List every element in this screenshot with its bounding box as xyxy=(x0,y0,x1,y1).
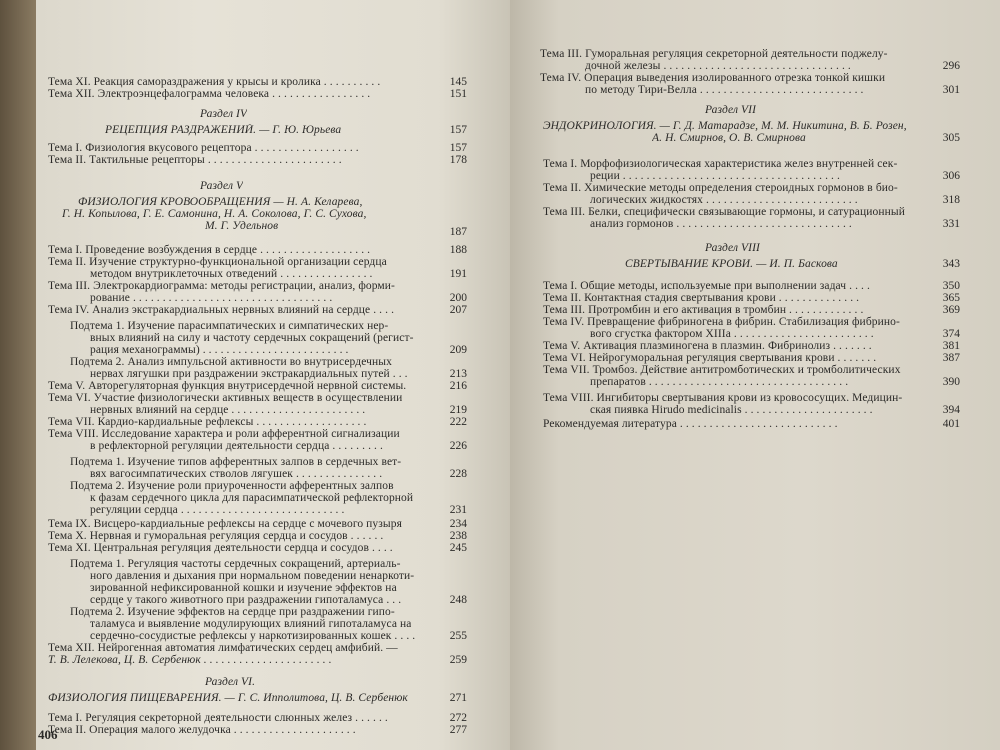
toc-entry-text: сердце у такого животного при раздражении гипоталамуса . . . xyxy=(90,594,402,606)
toc-page-number: 226 xyxy=(449,440,467,452)
section-title: РЕЦЕПЦИЯ РАЗДРАЖЕНИЙ. — Г. Ю. Юрьева xyxy=(105,124,342,136)
toc-entry-text: Тема IX. Висцеро-кардиальные рефлексы на сердце с мочевого пузыря xyxy=(48,518,402,530)
toc-entry-text: регуляции сердца . . . . . . . . . . . . . . . . . . . . . . . . . . . . xyxy=(90,504,345,516)
toc-entry-text: Тема V. Активация плазминогена в плазмин. Фибринолиз . . . . . . . xyxy=(543,340,872,352)
toc-entry-text: Тема V. Авторегуляторная функция внутрисердечной нервной системы. xyxy=(48,380,407,392)
toc-page-number: 248 xyxy=(449,594,467,606)
toc-entry-text: Тема IV. Превращение фибриногена в фибрин. Стабилизация фибрино- xyxy=(543,316,900,328)
toc-page-number: 305 xyxy=(942,132,960,144)
toc-entry-text: препаратов . . . . . . . . . . . . . . . . . . . . . . . . . . . . . . . . . . xyxy=(590,376,849,388)
toc-entry-text: в рефлекторной регуляции деятельности сердца . . . . . . . . . xyxy=(90,440,383,452)
toc-page-number: 296 xyxy=(942,60,960,72)
toc-page-number: 145 xyxy=(449,76,467,88)
toc-entry-text: сердечно-сосудистые рефлексы у наркотизированных кошек . . . . xyxy=(90,630,416,642)
toc-entry-text: Тема III. Протромбин и его активация в тромбин . . . . . . . . . . . . . xyxy=(543,304,864,316)
toc-page-number: 157 xyxy=(449,142,467,154)
toc-page-number: 200 xyxy=(449,292,467,304)
toc-entry-text: нервах лягушки при раздражении экстракардиальных путей . . . xyxy=(90,368,408,380)
toc-page-number: 157 xyxy=(449,124,467,136)
toc-entry-text: Тема II. Изучение структурно-функциональной организации сердца xyxy=(48,256,387,268)
section-title: СВЕРТЫВАНИЕ КРОВИ. — И. П. Баскова xyxy=(625,258,838,270)
toc-entry-text: по методу Тири-Велла . . . . . . . . . . . . . . . . . . . . . . . . . . . . xyxy=(585,84,864,96)
toc-entry-text: Тема XII. Нейрогенная автоматия лимфатических сердец амфибий. — xyxy=(48,642,398,654)
toc-page-number: 277 xyxy=(449,724,467,736)
toc-page-number: 216 xyxy=(449,380,467,392)
toc-entry-text: Тема X. Нервная и гуморальная регуляция сердца и сосудов . . . . . . xyxy=(48,530,384,542)
toc-page-number: 374 xyxy=(942,328,960,340)
toc-page-number: 365 xyxy=(942,292,960,304)
toc-entry-text: Тема II. Химические методы определения стероидных гормонов в био- xyxy=(543,182,898,194)
toc-entry-text: Рекомендуемая литература . . . . . . . . . . . . . . . . . . . . . . . . . . . xyxy=(543,418,838,430)
toc-page-number: 238 xyxy=(449,530,467,542)
toc-page-number: 272 xyxy=(449,712,467,724)
toc-entry-text: Тема XI. Центральная регуляция деятельности сердца и сосудов . . . . xyxy=(48,542,393,554)
toc-page-number: 350 xyxy=(942,280,960,292)
toc-entry-text: Тема I. Общие методы, используемые при выполнении задач . . . . xyxy=(543,280,870,292)
toc-page-number: 301 xyxy=(942,84,960,96)
toc-entry-text: Тема I. Регуляция секреторной деятельности слюнных желез . . . . . . xyxy=(48,712,388,724)
toc-entry-text: Подтема 1. Изучение типов афферентных залпов в сердечных вет- xyxy=(70,456,402,468)
section-title: Т. В. Лелекова, Ц. В. Сербенюк . . . . . . . . . . . . . . . . . . . . . . xyxy=(48,654,332,666)
section-heading: Раздел V xyxy=(200,180,244,192)
toc-entry-text: Тема VIII. Ингибиторы свертывания крови из кровососущих. Медицин- xyxy=(543,392,903,404)
section-heading: Раздел VIII xyxy=(705,242,760,254)
section-title: ЭНДОКРИНОЛОГИЯ. — Г. Д. Матарадзе, М. М. Никитина, В. Б. Розен, xyxy=(543,120,907,132)
toc-page-number: 331 xyxy=(942,218,960,230)
toc-entry-text: Тема I. Физиология вкусового рецептора . . . . . . . . . . . . . . . . . . xyxy=(48,142,359,154)
toc-page-number: 245 xyxy=(449,542,467,554)
toc-page-number: 191 xyxy=(449,268,467,280)
toc-page-number: 222 xyxy=(449,416,467,428)
toc-entry-text: Подтема 2. Изучение роли приуроченности афферентных залпов xyxy=(70,480,394,492)
toc-entry-text: Тема IV. Операция выведения изолированного отрезка тонкой кишки xyxy=(540,72,886,84)
toc-page-number: 209 xyxy=(449,344,467,356)
toc-page-number: 231 xyxy=(449,504,467,516)
toc-entry-text: методом внутриклеточных отведений . . . . . . . . . . . . . . . . xyxy=(90,268,373,280)
toc-entry-text: анализ гормонов . . . . . . . . . . . . . . . . . . . . . . . . . . . . . . xyxy=(590,218,852,230)
toc-entry-text: Подтема 2. Изучение эффектов на сердце при раздражении гипо- xyxy=(70,606,395,618)
toc-page-number: 188 xyxy=(449,244,467,256)
toc-entry-text: дочной железы . . . . . . . . . . . . . . . . . . . . . . . . . . . . . . . . xyxy=(585,60,851,72)
toc-entry-text: таламуса и выявление модулирующих влияний гипоталамуса на xyxy=(90,618,412,630)
toc-page-number: 219 xyxy=(449,404,467,416)
section-title: ФИЗИОЛОГИЯ ПИЩЕВАРЕНИЯ. — Г. С. Ипполитова, Ц. В. Сербенюк xyxy=(48,692,408,704)
toc-entry-text: ного давления и дыхания при нормальном поведении ненаркоти- xyxy=(90,570,415,582)
toc-page-number: 178 xyxy=(449,154,467,166)
toc-entry-text: реции . . . . . . . . . . . . . . . . . . . . . . . . . . . . . . . . . . . . . xyxy=(590,170,840,182)
toc-page-number: 381 xyxy=(942,340,960,352)
section-title: Г. Н. Копылова, Г. Е. Самонина, Н. А. Соколова, Г. С. Сухова, xyxy=(62,208,367,220)
toc-page-number: 187 xyxy=(449,226,467,238)
toc-entry-text: Тема VII. Кардио-кардиальные рефлексы . . . . . . . . . . . . . . . . . . . xyxy=(48,416,367,428)
toc-entry-text: Тема I. Морфофизиологическая характеристика желез внутренней сек- xyxy=(543,158,898,170)
toc-page-number: 259 xyxy=(449,654,467,666)
toc-entry-text: рация механограммы) . . . . . . . . . . . . . . . . . . . . . . . . . xyxy=(90,344,349,356)
toc-page-number: 207 xyxy=(449,304,467,316)
toc-page-number: 318 xyxy=(942,194,960,206)
toc-entry-text: Тема VIII. Исследование характера и роли афферентной сигнализации xyxy=(48,428,400,440)
toc-entry-text: Тема XII. Электроэнцефалограмма человека . . . . . . . . . . . . . . . . . xyxy=(48,88,371,100)
toc-page-number: 343 xyxy=(942,258,960,270)
toc-entry-text: зированной нефиксированной кошки и изучение эффектов на xyxy=(90,582,397,594)
toc-entry-text: Подтема 1. Изучение парасимпатических и симпатических нер- xyxy=(70,320,389,332)
toc-entry-text: Тема II. Контактная стадия свертывания крови . . . . . . . . . . . . . . xyxy=(543,292,860,304)
toc-entry-text: Подтема 2. Анализ импульсной активности во внутрисердечных xyxy=(70,356,392,368)
toc-page-number: 390 xyxy=(942,376,960,388)
toc-entry-text: логических жидкостях . . . . . . . . . . . . . . . . . . . . . . . . . . xyxy=(590,194,858,206)
toc-entry-text: Тема IV. Анализ экстракардиальных нервных влияний на сердце . . . . xyxy=(48,304,395,316)
toc-page-number: 234 xyxy=(449,518,467,530)
toc-entry-text: Подтема 1. Регуляция частоты сердечных сокращений, артериаль- xyxy=(70,558,401,570)
toc-entry-text: Тема VI. Участие физиологически активных веществ в осуществлении xyxy=(48,392,403,404)
section-heading: Раздел VII xyxy=(705,104,757,116)
section-title: ФИЗИОЛОГИЯ КРОВООБРАЩЕНИЯ — Н. А. Келарева, xyxy=(78,196,363,208)
toc-entry-text: к фазам сердечного цикла для парасимпатической рефлекторной xyxy=(90,492,414,504)
toc-page-number: 151 xyxy=(449,88,467,100)
toc-entry-text: Тема I. Проведение возбуждения в сердце . . . . . . . . . . . . . . . . . . . xyxy=(48,244,371,256)
toc-entry-text: Тема XI. Реакция самораздражения у крысы и кролика . . . . . . . . . . xyxy=(48,76,381,88)
section-heading: Раздел VI. xyxy=(205,676,256,688)
toc-entry-text: рование . . . . . . . . . . . . . . . . . . . . . . . . . . . . . . . . . . xyxy=(90,292,333,304)
toc-entry-text: Тема III. Электрокардиограмма: методы регистрации, анализ, форми- xyxy=(48,280,395,292)
toc-entry-text: Тема VII. Тромбоз. Действие антитромботических и тромболитических xyxy=(543,364,901,376)
section-title: А. Н. Смирнов, О. В. Смирнова xyxy=(652,132,806,144)
toc-entry-text: ская пиявка Hirudo medicinalis . . . . . . . . . . . . . . . . . . . . . . xyxy=(590,404,873,416)
toc-entry-text: Тема III. Белки, специфически связывающие гормоны, и сатурационный xyxy=(543,206,905,218)
toc-page-number: 271 xyxy=(449,692,467,704)
toc-entry-text: Тема II. Операция малого желудочка . . . . . . . . . . . . . . . . . . . . . xyxy=(48,724,356,736)
toc-page-number: 228 xyxy=(449,468,467,480)
toc-entry-text: вях вагосимпатических стволов лягушек . . . . . . . . . . . . . . . xyxy=(90,468,383,480)
toc-page-number: 401 xyxy=(942,418,960,430)
toc-entry-text: вого сгустка фактором XIIIa . . . . . . . . . . . . . . . . . . . . . . . . xyxy=(590,328,874,340)
page-number: 406 xyxy=(38,727,58,742)
toc-page-number: 387 xyxy=(942,352,960,364)
toc-page-number: 369 xyxy=(942,304,960,316)
section-title: М. Г. Удельнов xyxy=(205,220,279,232)
toc-entry-text: нервных влияний на сердце . . . . . . . . . . . . . . . . . . . . . . . xyxy=(90,404,366,416)
toc-page-number: 213 xyxy=(449,368,467,380)
toc-page-number: 306 xyxy=(942,170,960,182)
toc-entry-text: Тема III. Гуморальная регуляция секреторной деятельности поджелу- xyxy=(540,48,888,60)
book-binding-shadow xyxy=(0,0,36,750)
toc-entry-text: Тема II. Тактильные рецепторы . . . . . . . . . . . . . . . . . . . . . . . xyxy=(48,154,342,166)
toc-page-number: 255 xyxy=(449,630,467,642)
toc-entry-text: вных влияний на силу и частоту сердечных сокращений (регист- xyxy=(90,332,414,344)
toc-page-number: 394 xyxy=(942,404,960,416)
toc-entry-text: Тема VI. Нейрогуморальная регуляция свертывания крови . . . . . . . xyxy=(543,352,877,364)
section-heading: Раздел IV xyxy=(200,108,248,120)
